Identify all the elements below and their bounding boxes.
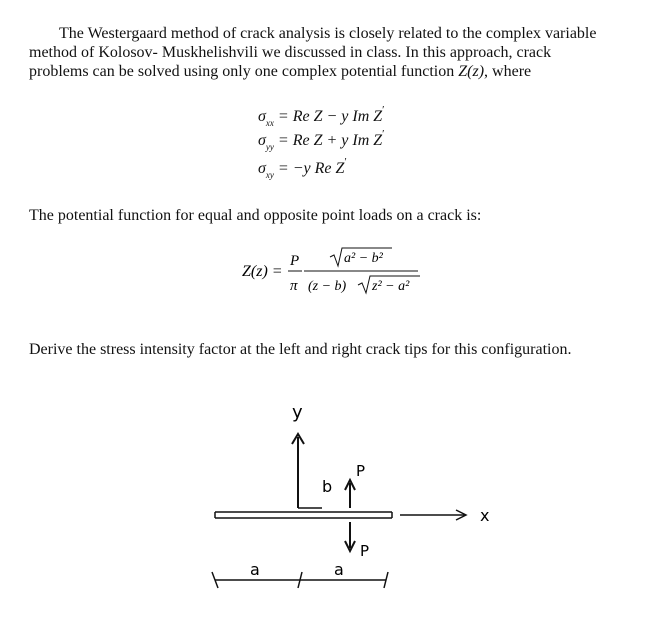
prime-mark: ′ xyxy=(382,128,385,140)
sigma-yy-rhs: = Re Z + y Im Z xyxy=(277,132,383,149)
formula-numerator: a² − b² xyxy=(344,251,383,266)
sigma-symbol: σ xyxy=(258,108,266,125)
y-axis-label: y xyxy=(292,402,303,423)
prime-mark: ′ xyxy=(344,156,347,168)
equation-sigma-xx xyxy=(258,104,385,128)
intro-line-3-tail: , where xyxy=(484,63,532,80)
sigma-xy-rhs: = −y Re Z xyxy=(277,160,345,177)
sigma-xx-rhs: = Re Z − y Im Z xyxy=(277,108,383,125)
question-text: Derive the stress intensity factor at the left and right crack tips for this configuration. xyxy=(29,341,572,358)
sigma-symbol: σ xyxy=(258,132,266,149)
intro-line-3 xyxy=(29,62,629,81)
formula-pi: π xyxy=(290,278,298,294)
upper-load-label: P xyxy=(356,462,366,480)
intro-line-2: method of Kolosov- Muskhelishvili we discussed in class. In this approach, crack xyxy=(29,44,552,61)
equation-sigma-yy xyxy=(258,128,385,152)
potential-function-formula xyxy=(242,245,432,300)
potential-function-symbol: Z(z) xyxy=(458,63,485,80)
lower-load-label: P xyxy=(360,542,370,560)
statement-text: The potential function for equal and opposite point loads on a crack is: xyxy=(29,207,482,224)
sigma-xy-subscript: xy xyxy=(265,170,274,180)
sigma-xx-subscript: xx xyxy=(265,118,274,128)
x-axis-label: x xyxy=(480,506,490,525)
formula-P: P xyxy=(290,253,300,269)
b-label: b xyxy=(322,477,333,496)
crack-diagram xyxy=(200,380,510,610)
equation-sigma-xy xyxy=(258,156,347,180)
prime-mark: ′ xyxy=(382,104,385,116)
intro-line-3-text: problems can be solved using only one complex potential function xyxy=(29,63,459,80)
intro-paragraph xyxy=(29,24,629,81)
intro-line-1: The Westergaard method of crack analysis is closely related to the complex variable xyxy=(59,25,597,42)
formula-denominator-root: z² − a² xyxy=(372,279,410,294)
formula-lhs: Z(z) = xyxy=(242,263,283,280)
sigma-symbol: σ xyxy=(258,160,266,177)
sigma-yy-subscript: yy xyxy=(265,142,274,152)
formula-denominator-left: (z − b) xyxy=(308,279,347,294)
a-left-label: a xyxy=(250,560,260,579)
a-right-label: a xyxy=(334,560,344,579)
